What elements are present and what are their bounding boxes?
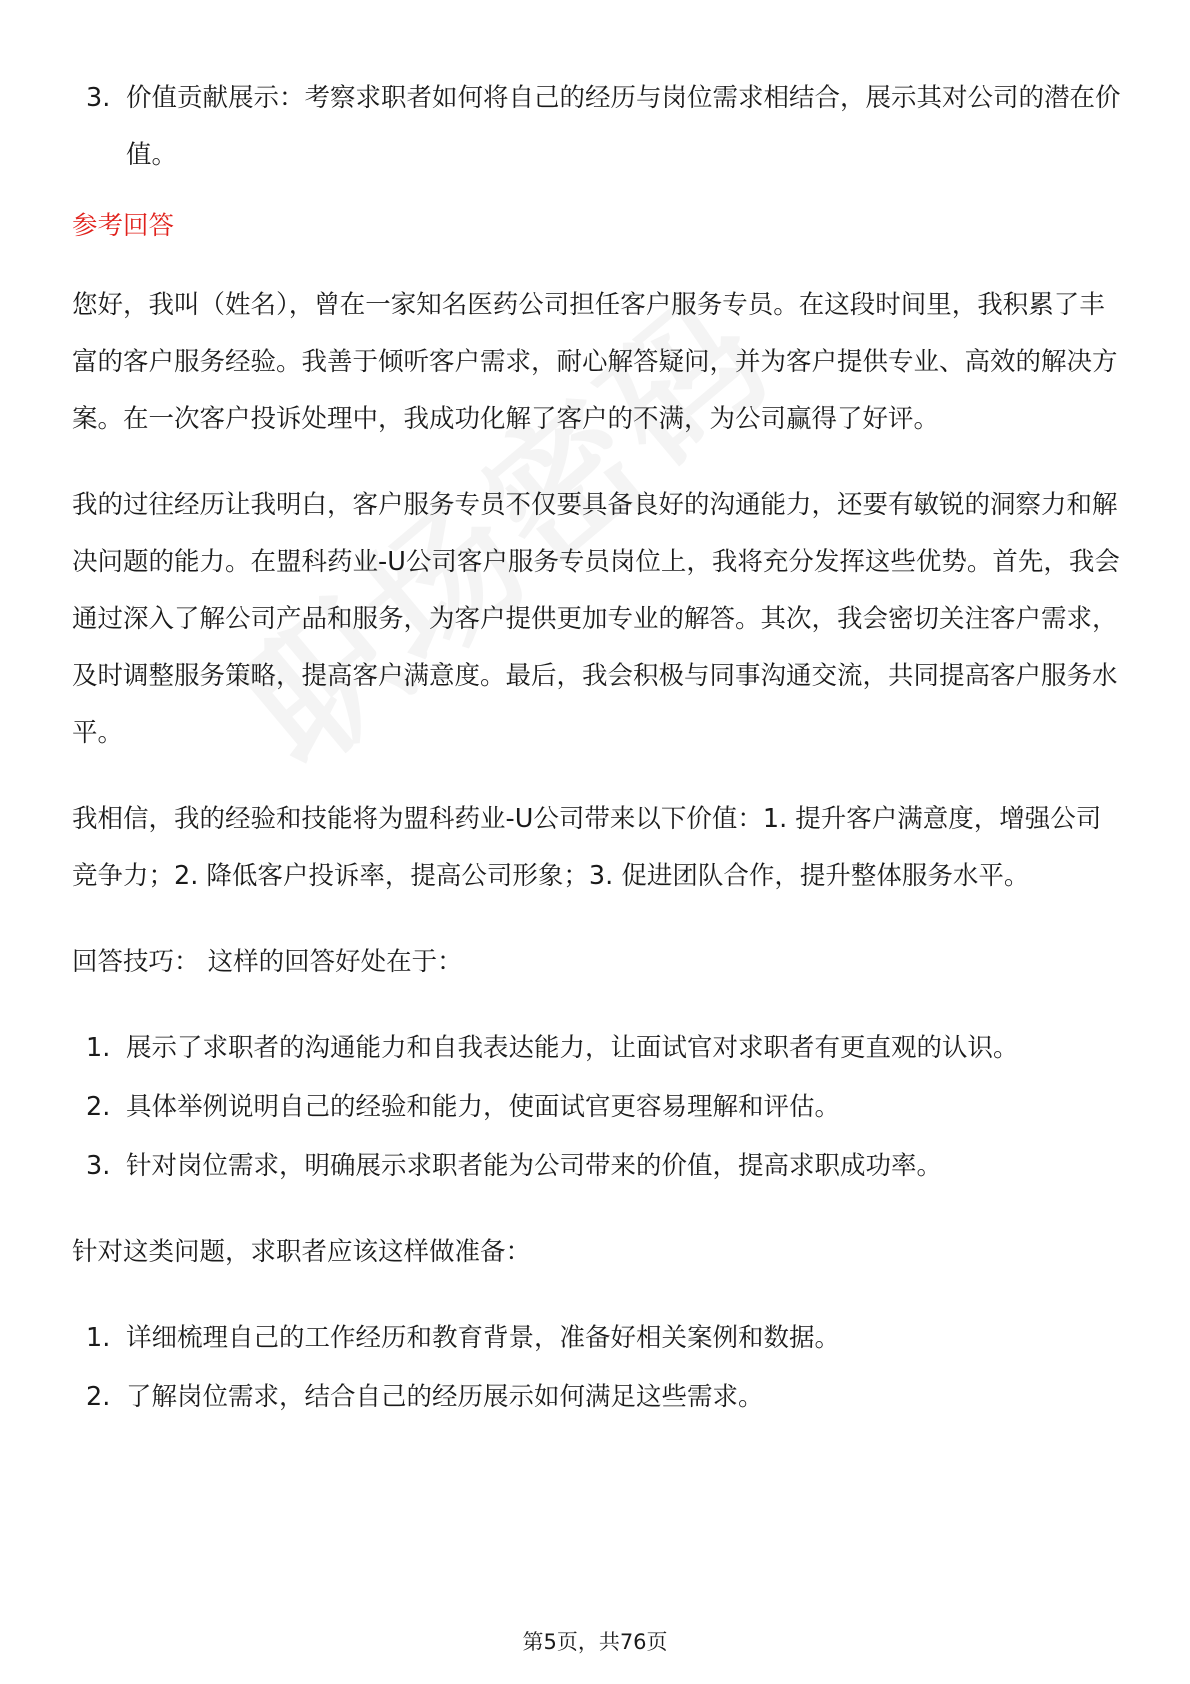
list-item	[72, 1310, 1122, 1367]
list-item	[72, 70, 1122, 184]
page-footer: 第5页，共76页	[522, 1630, 668, 1654]
criteria-list	[72, 70, 1122, 184]
tips-list	[72, 1020, 1122, 1195]
list-item-number: 2.	[86, 1092, 111, 1122]
list-item-number: 3.	[86, 1151, 111, 1181]
list-item-text: 详细梳理自己的工作经历和教育背景，准备好相关案例和数据。	[126, 1323, 841, 1353]
answer-paragraph-1: 您好，我叫（姓名），曾在一家知名医药公司担任客户服务专员。在这段时间里，我积累了丰富的客户服务经验。我善于倾听客户需求，耐心解答疑问，并为客户提供专业、高效的解决方案。在一次客户投诉处理中，我成功化解了客户的不满，为公司赢得了好评。	[72, 290, 1118, 434]
list-item	[72, 1020, 1122, 1077]
tips-intro: 回答技巧： 这样的回答好处在于：	[72, 947, 463, 977]
list-item-text: 价值贡献展示：考察求职者如何将自己的经历与岗位需求相结合，展示其对公司的潜在价值。	[126, 83, 1121, 170]
prep-intro: 针对这类问题，求职者应该这样做准备：	[72, 1237, 532, 1267]
list-item-text: 了解岗位需求，结合自己的经历展示如何满足这些需求。	[126, 1382, 764, 1412]
list-item	[72, 1369, 1122, 1426]
list-item-text: 针对岗位需求，明确展示求职者能为公司带来的价值，提高求职成功率。	[126, 1151, 943, 1181]
prep-list	[72, 1310, 1122, 1426]
answer-paragraph-2: 我的过往经历让我明白，客户服务专员不仅要具备良好的沟通能力，还要有敏锐的洞察力和解决问题的能力。在盟科药业-U公司客户服务专员岗位上，我将充分发挥这些优势。首先，我会通过深入了解公司产品和服务，为客户提供更加专业的解答。其次，我会密切关注客户需求，及时调整服务策略，提高客户满意度。最后，我会积极与同事沟通交流，共同提高客户服务水平。	[72, 490, 1120, 748]
list-item-number: 3.	[86, 83, 111, 113]
list-item-text: 展示了求职者的沟通能力和自我表达能力，让面试官对求职者有更直观的认识。	[126, 1033, 1019, 1063]
list-item-number: 1.	[86, 1323, 111, 1353]
answer-paragraph-3: 我相信，我的经验和技能将为盟科药业-U公司带来以下价值：1. 提升客户满意度，增强公司竞争力；2. 降低客户投诉率，提高公司形象；3. 促进团队合作，提升整体服务水平。	[72, 804, 1102, 891]
list-item	[72, 1079, 1122, 1136]
list-item-text: 具体举例说明自己的经验和能力，使面试官更容易理解和评估。	[126, 1092, 841, 1122]
document-page	[72, 70, 1122, 1428]
list-item-number: 2.	[86, 1382, 111, 1412]
list-item	[72, 1138, 1122, 1195]
list-item-number: 1.	[86, 1033, 111, 1063]
section-heading: 参考回答	[72, 211, 175, 241]
